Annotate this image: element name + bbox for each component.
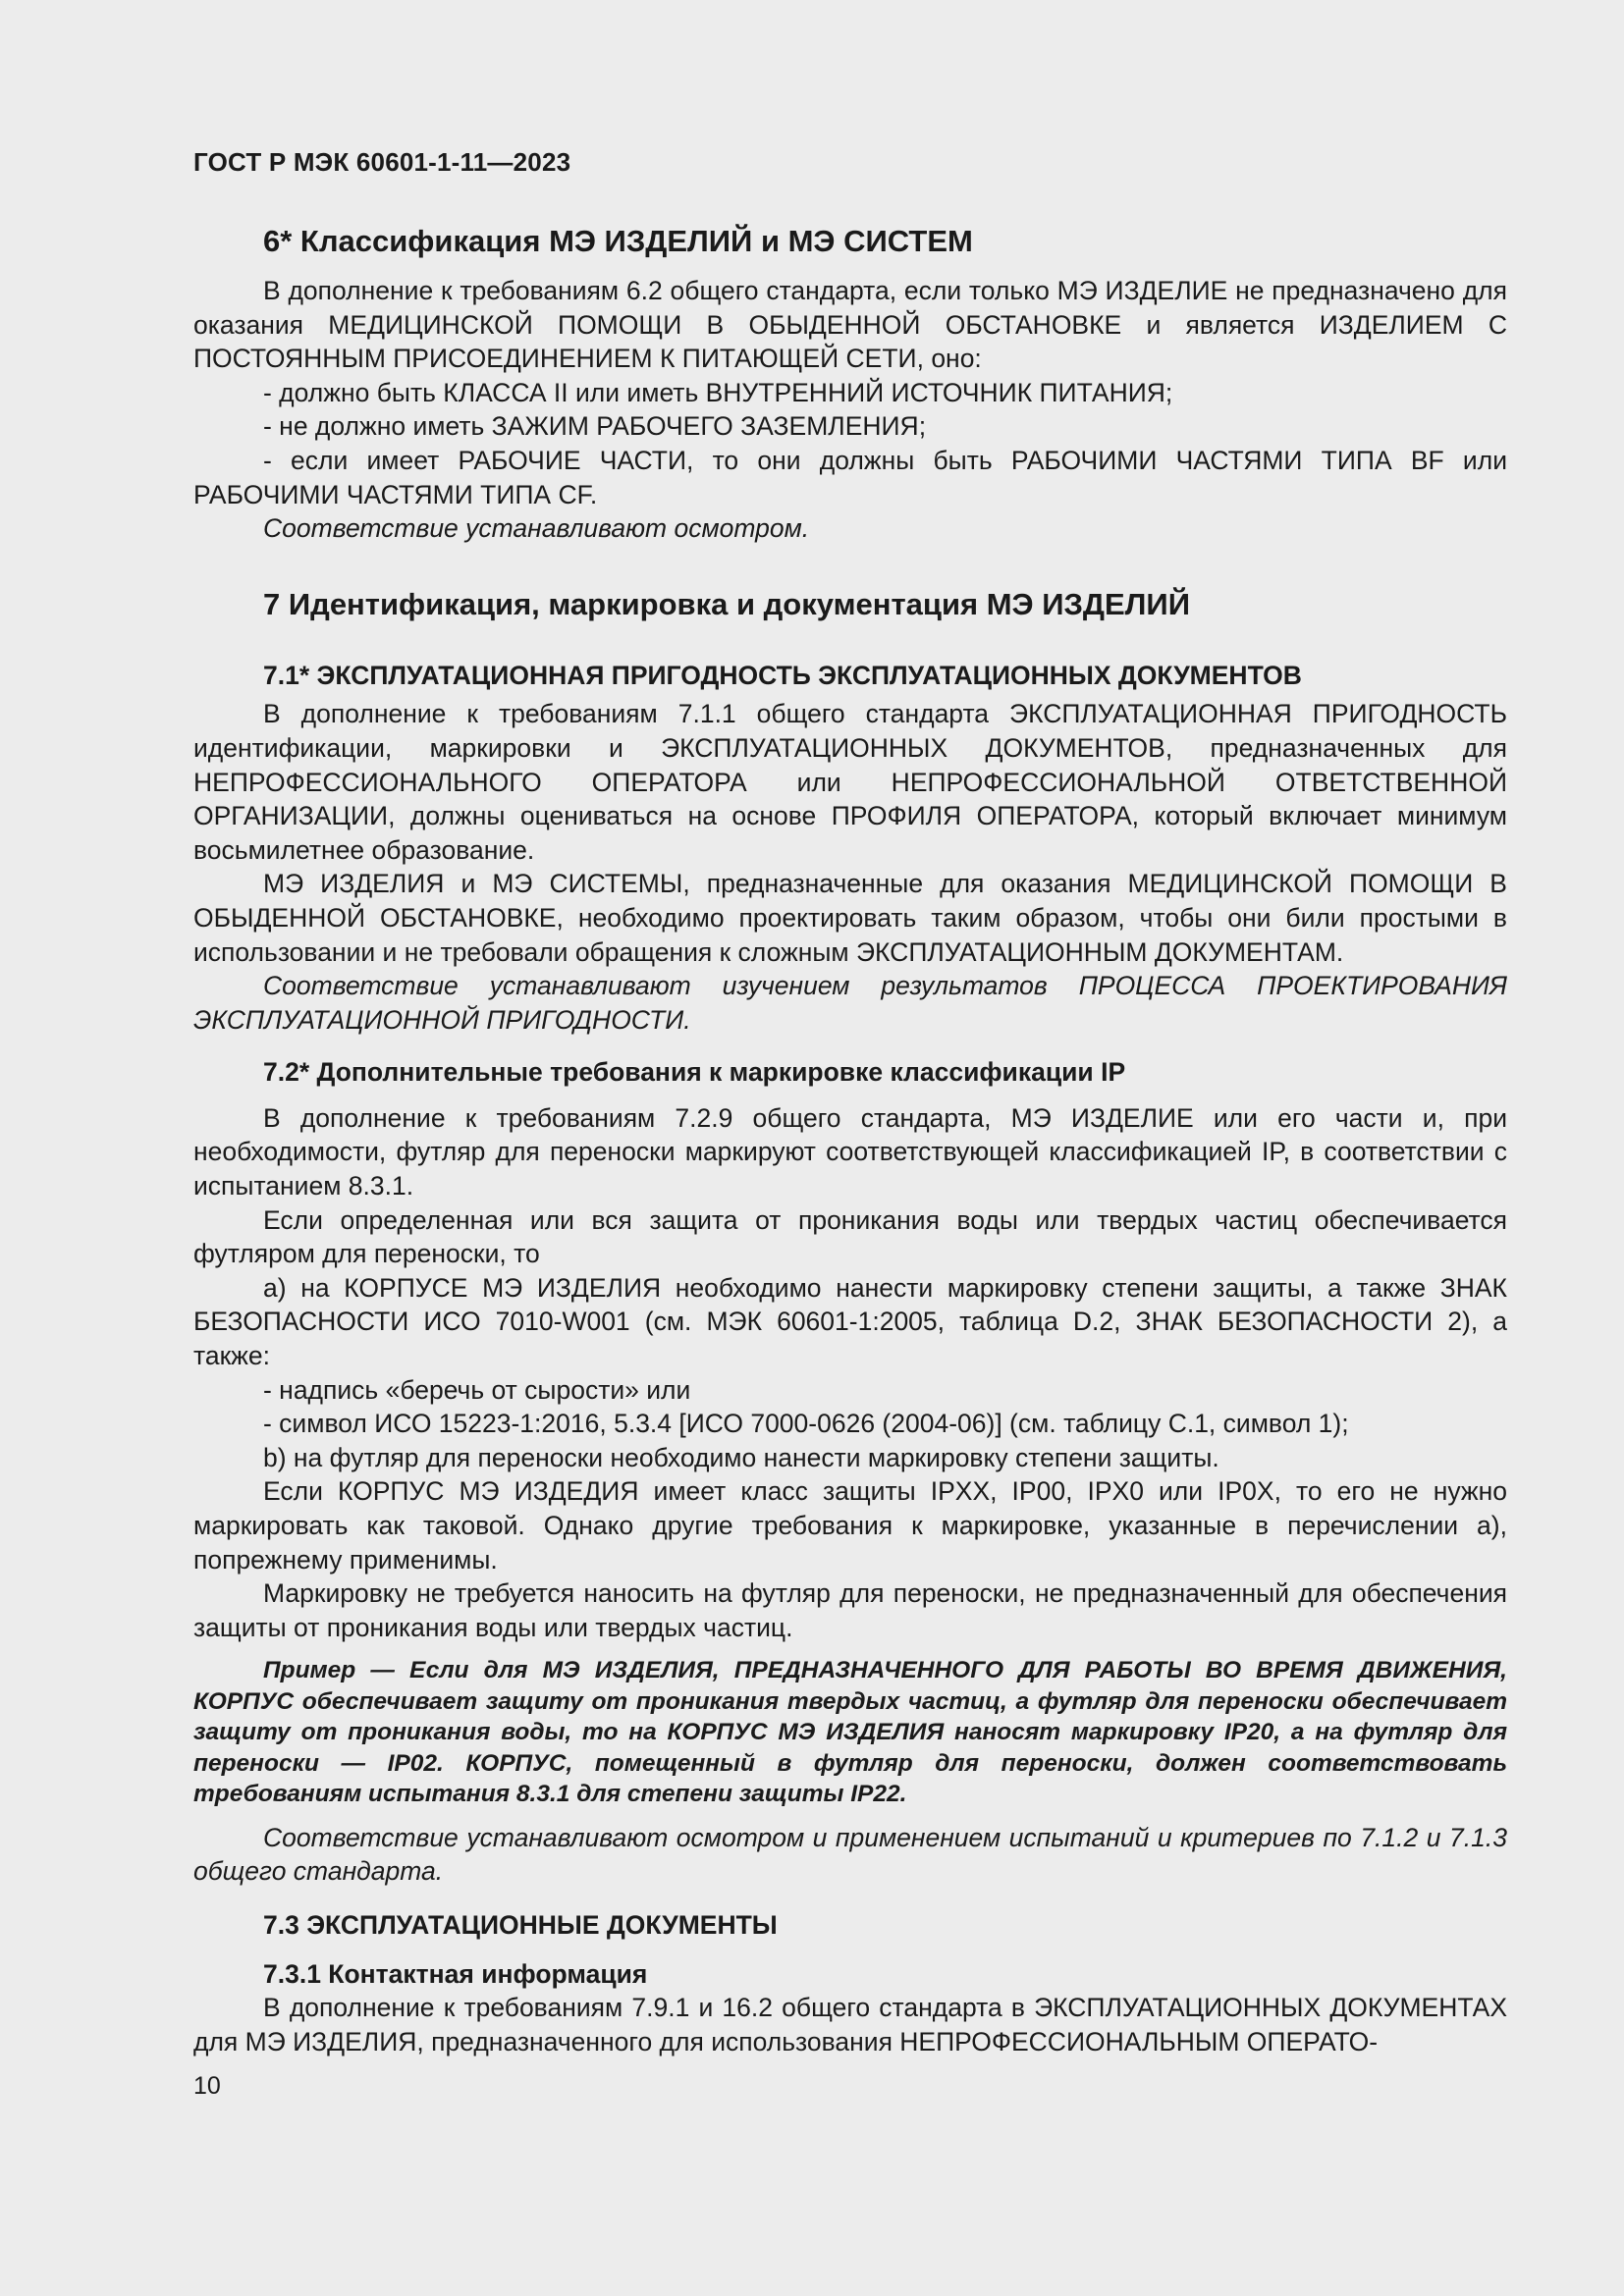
section-7-2-para-6: Маркировку не требуется наносить на футляр для переноски, не предназначенный для обеспечения защиты от проникания воды или твердых частиц. [193, 1578, 1507, 1642]
section-7-1-compliance: Соответствие устанавливают изучением результатов ПРОЦЕССА ПРОЕКТИРОВАНИЯ ЭКСПЛУАТАЦИОННОЙ ПРИГОДНОСТИ. [193, 971, 1507, 1035]
section-6-item-3: - если имеет РАБОЧИЕ ЧАСТИ, то они должны быть РАБОЧИМИ ЧАСТЯМИ ТИПА BF или РАБОЧИМИ ЧАСТЯМИ ТИПА CF. [193, 445, 1507, 509]
section-6-item-2: - не должно иметь ЗАЖИМ РАБОЧЕГО ЗАЗЕМЛЕНИЯ; [263, 411, 927, 442]
section-7-2-compliance: Соответствие устанавливают осмотром и применением испытаний и критериев по 7.1.2 и 7.1.3 общего стандарта. [193, 1822, 1507, 1887]
running-header: ГОСТ Р МЭК 60601-1-11—2023 [193, 147, 571, 177]
section-6-compliance: Соответствие устанавливают осмотром. [263, 513, 810, 544]
section-7-title: 7 Идентификация, маркировка и документация МЭ ИЗДЕЛИЙ [263, 586, 1190, 621]
section-7-2-para-1: В дополнение к требованиям 7.2.9 общего стандарта, МЭ ИЗДЕЛИЕ или его части и, при необходимости, футляр для переноски маркируют соответствующей классификацией IP, в соответствии с испытанием 8.3.1. [193, 1102, 1507, 1201]
section-7-3-1-para-1: В дополнение к требованиям 7.9.1 и 16.2 общего стандарта в ЭКСПЛУАТАЦИОННЫХ ДОКУМЕНТАХ для МЭ ИЗДЕЛИЯ, предназначенного для использования НЕПРОФЕССИОНАЛЬНЫМ ОПЕРАТО- [193, 1993, 1507, 2056]
section-7-2-item-2: - символ ИСО 15223-1:2016, 5.3.4 [ИСО 7000-0626 (2004-06)] (см. таблицу С.1, символ 1); [263, 1409, 1349, 1439]
section-7-2-item-1: - надпись «беречь от сырости» или [263, 1374, 691, 1405]
section-7-1-title: 7.1* ЭКСПЛУАТАЦИОННАЯ ПРИГОДНОСТЬ ЭКСПЛУАТАЦИОННЫХ ДОКУМЕНТОВ [263, 660, 1302, 690]
section-7-2-para-4: b) на футляр для переноски необходимо нанести маркировку степени защиты. [263, 1442, 1219, 1472]
page-number: 10 [193, 2072, 221, 2100]
section-6-title: 6* Классификация МЭ ИЗДЕЛИЙ и МЭ СИСТЕМ [263, 224, 973, 258]
page-content [193, 222, 1507, 2058]
section-7-2-example: Пример — Если для МЭ ИЗДЕЛИЯ, ПРЕДНАЗНАЧЕННОГО ДЛЯ РАБОТЫ ВО ВРЕМЯ ДВИЖЕНИЯ, КОРПУС обеспечивает защиту от проникания твердых частиц, а футляр для переноски обеспечивает защиту от проникания воды, то на КОРПУС МЭ ИЗДЕЛИЯ наносят маркировку IP20, а на футляр для переноски — IP02. КОРПУС, помещенный в футляр для переноски, должен соответствовать требованиям испытания 8.3.1 для степени защиты IP22. [193, 1657, 1507, 1808]
section-7-2-title: 7.2* Дополнительные требования к маркировке классификации IP [263, 1057, 1126, 1088]
section-6-item-1: - должно быть КЛАССА II или иметь ВНУТРЕННИЙ ИСТОЧНИК ПИТАНИЯ; [263, 377, 1173, 407]
section-7-2-para-3: а) на КОРПУСЕ МЭ ИЗДЕЛИЯ необходимо нанести маркировку степени защиты, а также ЗНАК БЕЗОПАСНОСТИ ИСО 7010-W001 (см. МЭК 60601-1:2005, таблица D.2, ЗНАК БЕЗОПАСНОСТИ 2), а также: [193, 1272, 1507, 1371]
section-7-1-para-2: МЭ ИЗДЕЛИЯ и МЭ СИСТЕМЫ, предназначенные для оказания МЕДИЦИНСКОЙ ПОМОЩИ В ОБЫДЕННОЙ ОБСТАНОВКЕ, необходимо проектировать таким образом, чтобы они били простыми в использовании и не требовали обращения к сложным ЭКСПЛУАТАЦИОННЫМ ДОКУМЕНТАМ. [193, 869, 1507, 967]
section-7-2-para-2: Если определенная или вся защита от проникания воды или твердых частиц обеспечивается футляром для переноски, то [193, 1204, 1507, 1269]
section-7-2-para-5: Если КОРПУС МЭ ИЗДЕДИЯ имеет класс защиты IPXX, IP00, IPX0 или IP0X, то его не нужно маркировать как таковой. Однако другие требования к маркировке, указанные в перечислении а), попрежнему применимы. [193, 1476, 1507, 1575]
section-7-1-para-1: В дополнение к требованиям 7.1.1 общего стандарта ЭКСПЛУАТАЦИОННАЯ ПРИГОДНОСТЬ идентификации, маркировки и ЭКСПЛУАТАЦИОННЫХ ДОКУМЕНТОВ, предназначенных для НЕПРОФЕССИОНАЛЬНОГО ОПЕРАТОРА или НЕПРОФЕССИОНАЛЬНОЙ ОТВЕТСТВЕННОЙ ОРГАНИЗАЦИИ, должны оцениваться на основе ПРОФИЛЯ ОПЕРАТОРА, который включает минимум восьмилетнее образование. [193, 699, 1507, 865]
section-6-intro: В дополнение к требованиям 6.2 общего стандарта, если только МЭ ИЗДЕЛИЕ не предназначено для оказания МЕДИЦИНСКОЙ ПОМОЩИ В ОБЫДЕННОЙ ОБСТАНОВКЕ и является ИЗДЕЛИЕМ С ПОСТОЯННЫМ ПРИСОЕДИНЕНИЕМ К ПИТАЮЩЕЙ СЕТИ, оно: [193, 276, 1507, 374]
section-7-3-1-title: 7.3.1 Контактная информация [263, 1958, 648, 1989]
section-7-3-title: 7.3 ЭКСПЛУАТАЦИОННЫЕ ДОКУМЕНТЫ [263, 1910, 778, 1941]
